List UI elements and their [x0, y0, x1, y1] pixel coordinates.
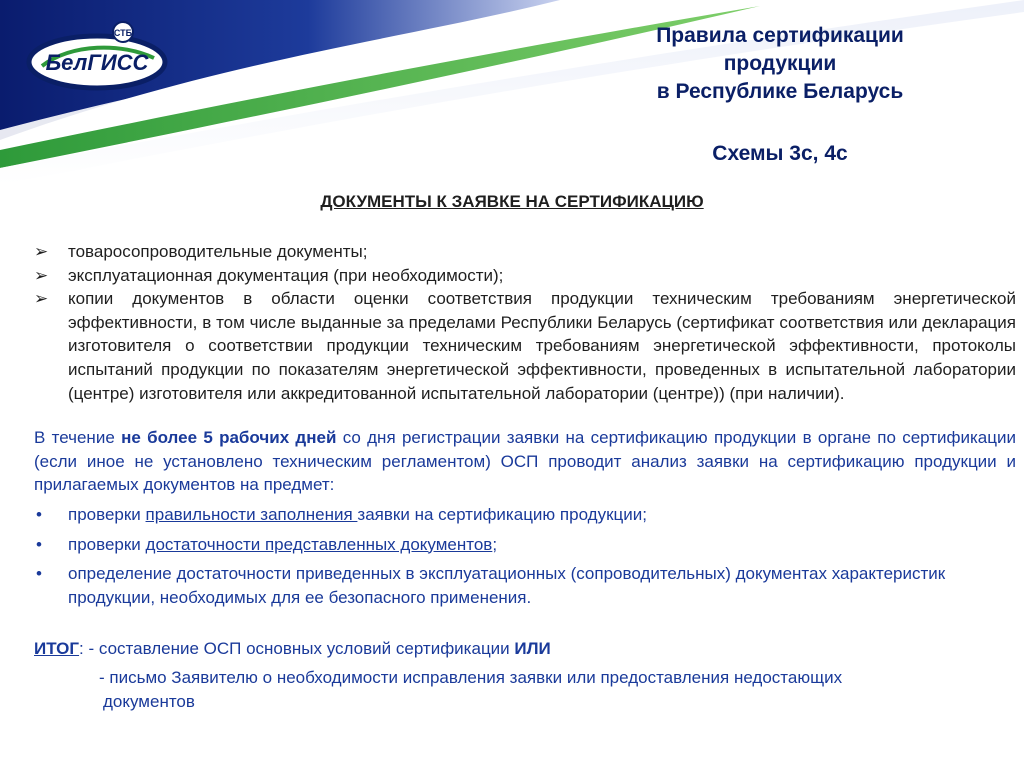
- item2-underlined: достаточности представленных документов: [145, 534, 493, 554]
- list-item: [34, 287, 1016, 405]
- title-line-2: продукции: [723, 52, 837, 75]
- result-text: : - составление ОСП основных условий сертификации: [79, 639, 515, 659]
- item2-pre: проверки: [68, 534, 146, 554]
- list-item: [34, 240, 1016, 264]
- result-or: ИЛИ: [514, 639, 551, 659]
- list-item-text: копии документов в области оценки соответствия продукции техническим требованиям энергетической эффективности, в том числе выданные за пределами Республики Беларусь (сертификат соответствия или декларация изготовителя о соответствии продукции техническим требованиям энергетической эффективности, протоколы испытаний продукции по показателям энергетической эффективности, проведенных в испытательной лаборатории (центре) изготовителя или аккредитованной испытательной лаборатории (центре)) (при наличии).: [68, 289, 1016, 403]
- result-alternative: [34, 666, 1016, 713]
- belgiss-logo: [22, 18, 172, 100]
- analysis-rest: со дня регистрации заявки на сертификацию продукции в органе по сертификации (если иное не установлено техническим регламентом) ОСП проводит анализ заявки на сертификацию продукции и прилагаемых документов на предмет:: [34, 428, 1016, 495]
- logo-top-text: СТБ: [113, 28, 133, 38]
- arrow-bullet-icon: ➢: [34, 242, 49, 261]
- main-content: [34, 240, 1016, 713]
- analysis-paragraph: [34, 426, 1016, 497]
- title-line-3: в Республике Беларусь: [656, 80, 904, 103]
- result-alt-line-2: документов: [103, 691, 195, 711]
- bullet-icon: •: [36, 504, 42, 524]
- documents-list: [34, 240, 1016, 405]
- section-heading: ДОКУМЕНТЫ К ЗАЯВКЕ НА СЕРТИФИКАЦИЮ: [320, 192, 704, 211]
- list-item: [34, 533, 1016, 557]
- result-alt-line-1: - письмо Заявителю о необходимости исправления заявки или предоставления недостающих: [99, 667, 843, 687]
- result-line: [34, 637, 1016, 661]
- list-item-text: эксплуатационная документация (при необходимости);: [68, 265, 504, 285]
- analysis-lead: В течение: [34, 428, 122, 448]
- list-item: [34, 562, 1016, 609]
- bullet-icon: •: [36, 564, 42, 584]
- item2-post: ;: [492, 534, 498, 554]
- title-line-1: Правила сертификации: [656, 24, 904, 47]
- item1-pre: проверки: [68, 504, 146, 524]
- arrow-bullet-icon: ➢: [34, 289, 49, 309]
- page-subtitle: Схемы 3с, 4с: [712, 142, 848, 165]
- logo-text: БелГИСС: [45, 50, 149, 75]
- result-label: ИТОГ: [34, 639, 80, 659]
- arrow-bullet-icon: ➢: [34, 265, 49, 285]
- list-item-text: товаросопроводительные документы;: [68, 242, 368, 261]
- list-item: [34, 264, 1016, 288]
- list-item: [34, 503, 1016, 527]
- page-title: [560, 22, 1000, 168]
- item1-post: заявки на сертификацию продукции;: [357, 504, 647, 524]
- bullet-icon: •: [36, 534, 42, 554]
- analysis-deadline: не более 5 рабочих дней: [121, 428, 337, 448]
- analysis-list: [34, 503, 1016, 609]
- item3-text: определение достаточности приведенных в эксплуатационных (сопроводительных) документах характеристик продукции, необходимых для ее безопасного применения.: [68, 564, 946, 607]
- item1-underlined: правильности заполнения: [145, 504, 358, 524]
